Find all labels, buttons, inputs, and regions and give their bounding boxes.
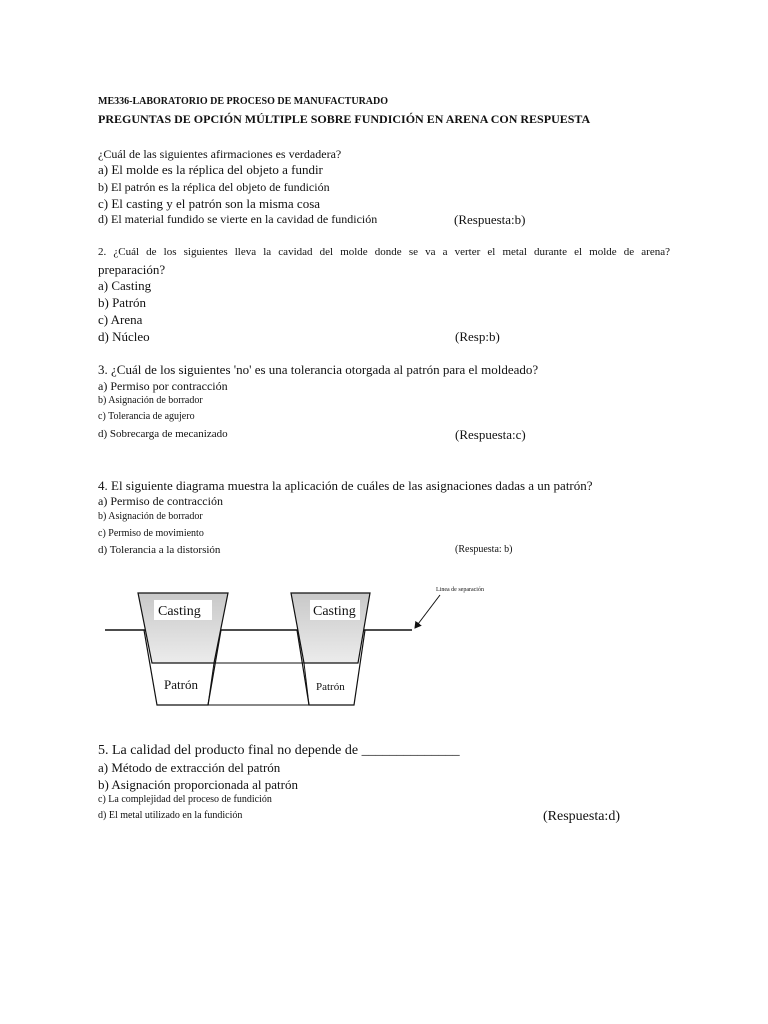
q4-option-d: d) Tolerancia a la distorsión — [98, 544, 221, 556]
casting-right-label: Casting — [313, 604, 356, 619]
pattern-divider-left — [208, 663, 214, 705]
q1-question: ¿Cuál de las siguientes afirmaciones es verdadera? — [98, 147, 342, 161]
q5-option-a: a) Método de extracción del patrón — [98, 760, 281, 775]
q5-question: 5. La calidad del producto final no depende de ______________ — [98, 743, 460, 758]
q3-option-c: c) Tolerancia de agujero — [98, 411, 195, 422]
page-title: PREGUNTAS DE OPCIÓN MÚLTIPLE SOBRE FUNDICIÓN EN ARENA CON RESPUESTA — [98, 112, 591, 126]
q2-option-a: a) Casting — [98, 278, 152, 293]
parting-line-label: Linea de separación — [436, 587, 484, 593]
q1-option-b: b) El patrón es la réplica del objeto de fundición — [98, 180, 330, 194]
q3-answer: (Respuesta:c) — [455, 427, 526, 442]
q5-option-b: b) Asignación proporcionada al patrón — [98, 777, 298, 792]
course-title: ME336-LABORATORIO DE PROCESO DE MANUFACTURADO — [98, 96, 389, 107]
q4-option-a: a) Permiso de contracción — [98, 494, 223, 508]
q2-question-line2: preparación? — [98, 262, 166, 277]
parting-line-arrow — [415, 595, 440, 628]
q5-option-d: d) El metal utilizado en la fundición — [98, 810, 243, 821]
q2-option-d: d) Núcleo — [98, 329, 150, 344]
q1-answer: (Respuesta:b) — [454, 212, 526, 227]
pattern-left-label: Patrón — [164, 677, 198, 692]
q2-option-b: b) Patrón — [98, 295, 147, 310]
q1-option-d: d) El material fundido se vierte en la cavidad de fundición — [98, 212, 378, 226]
q5-answer: (Respuesta:d) — [543, 809, 620, 824]
q3-question: 3. ¿Cuál de los siguientes 'no' es una tolerancia otorgada al patrón para el moldeado? — [98, 362, 539, 377]
q1-option-c: c) El casting y el patrón son la misma cosa — [98, 196, 321, 211]
q4-question: 4. El siguiente diagrama muestra la aplicación de cuáles de las asignaciones dadas a un patrón? — [98, 478, 593, 493]
q4-option-c: c) Permiso de movimiento — [98, 528, 204, 539]
q4-answer: (Respuesta: b) — [455, 544, 513, 555]
q2-question-line1: 2. ¿Cuál de los siguientes lleva la cavidad del molde donde se va a verter el metal durante el molde de arena? — [98, 246, 670, 258]
casting-left-label: Casting — [158, 604, 201, 619]
q2-option-c: c) Arena — [98, 312, 143, 327]
q4-option-b: b) Asignación de borrador — [98, 511, 203, 522]
q3-option-a: a) Permiso por contracción — [98, 379, 228, 393]
draft-allowance-diagram — [100, 580, 520, 715]
pattern-right-label: Patrón — [316, 681, 345, 693]
q3-option-b: b) Asignación de borrador — [98, 395, 203, 406]
q3-option-d: d) Sobrecarga de mecanizado — [98, 428, 228, 440]
q2-answer: (Resp:b) — [455, 329, 500, 344]
q5-option-c: c) La complejidad del proceso de fundición — [98, 794, 272, 805]
pattern-divider-right — [304, 663, 309, 705]
q1-option-a: a) El molde es la réplica del objeto a fundir — [98, 162, 323, 177]
